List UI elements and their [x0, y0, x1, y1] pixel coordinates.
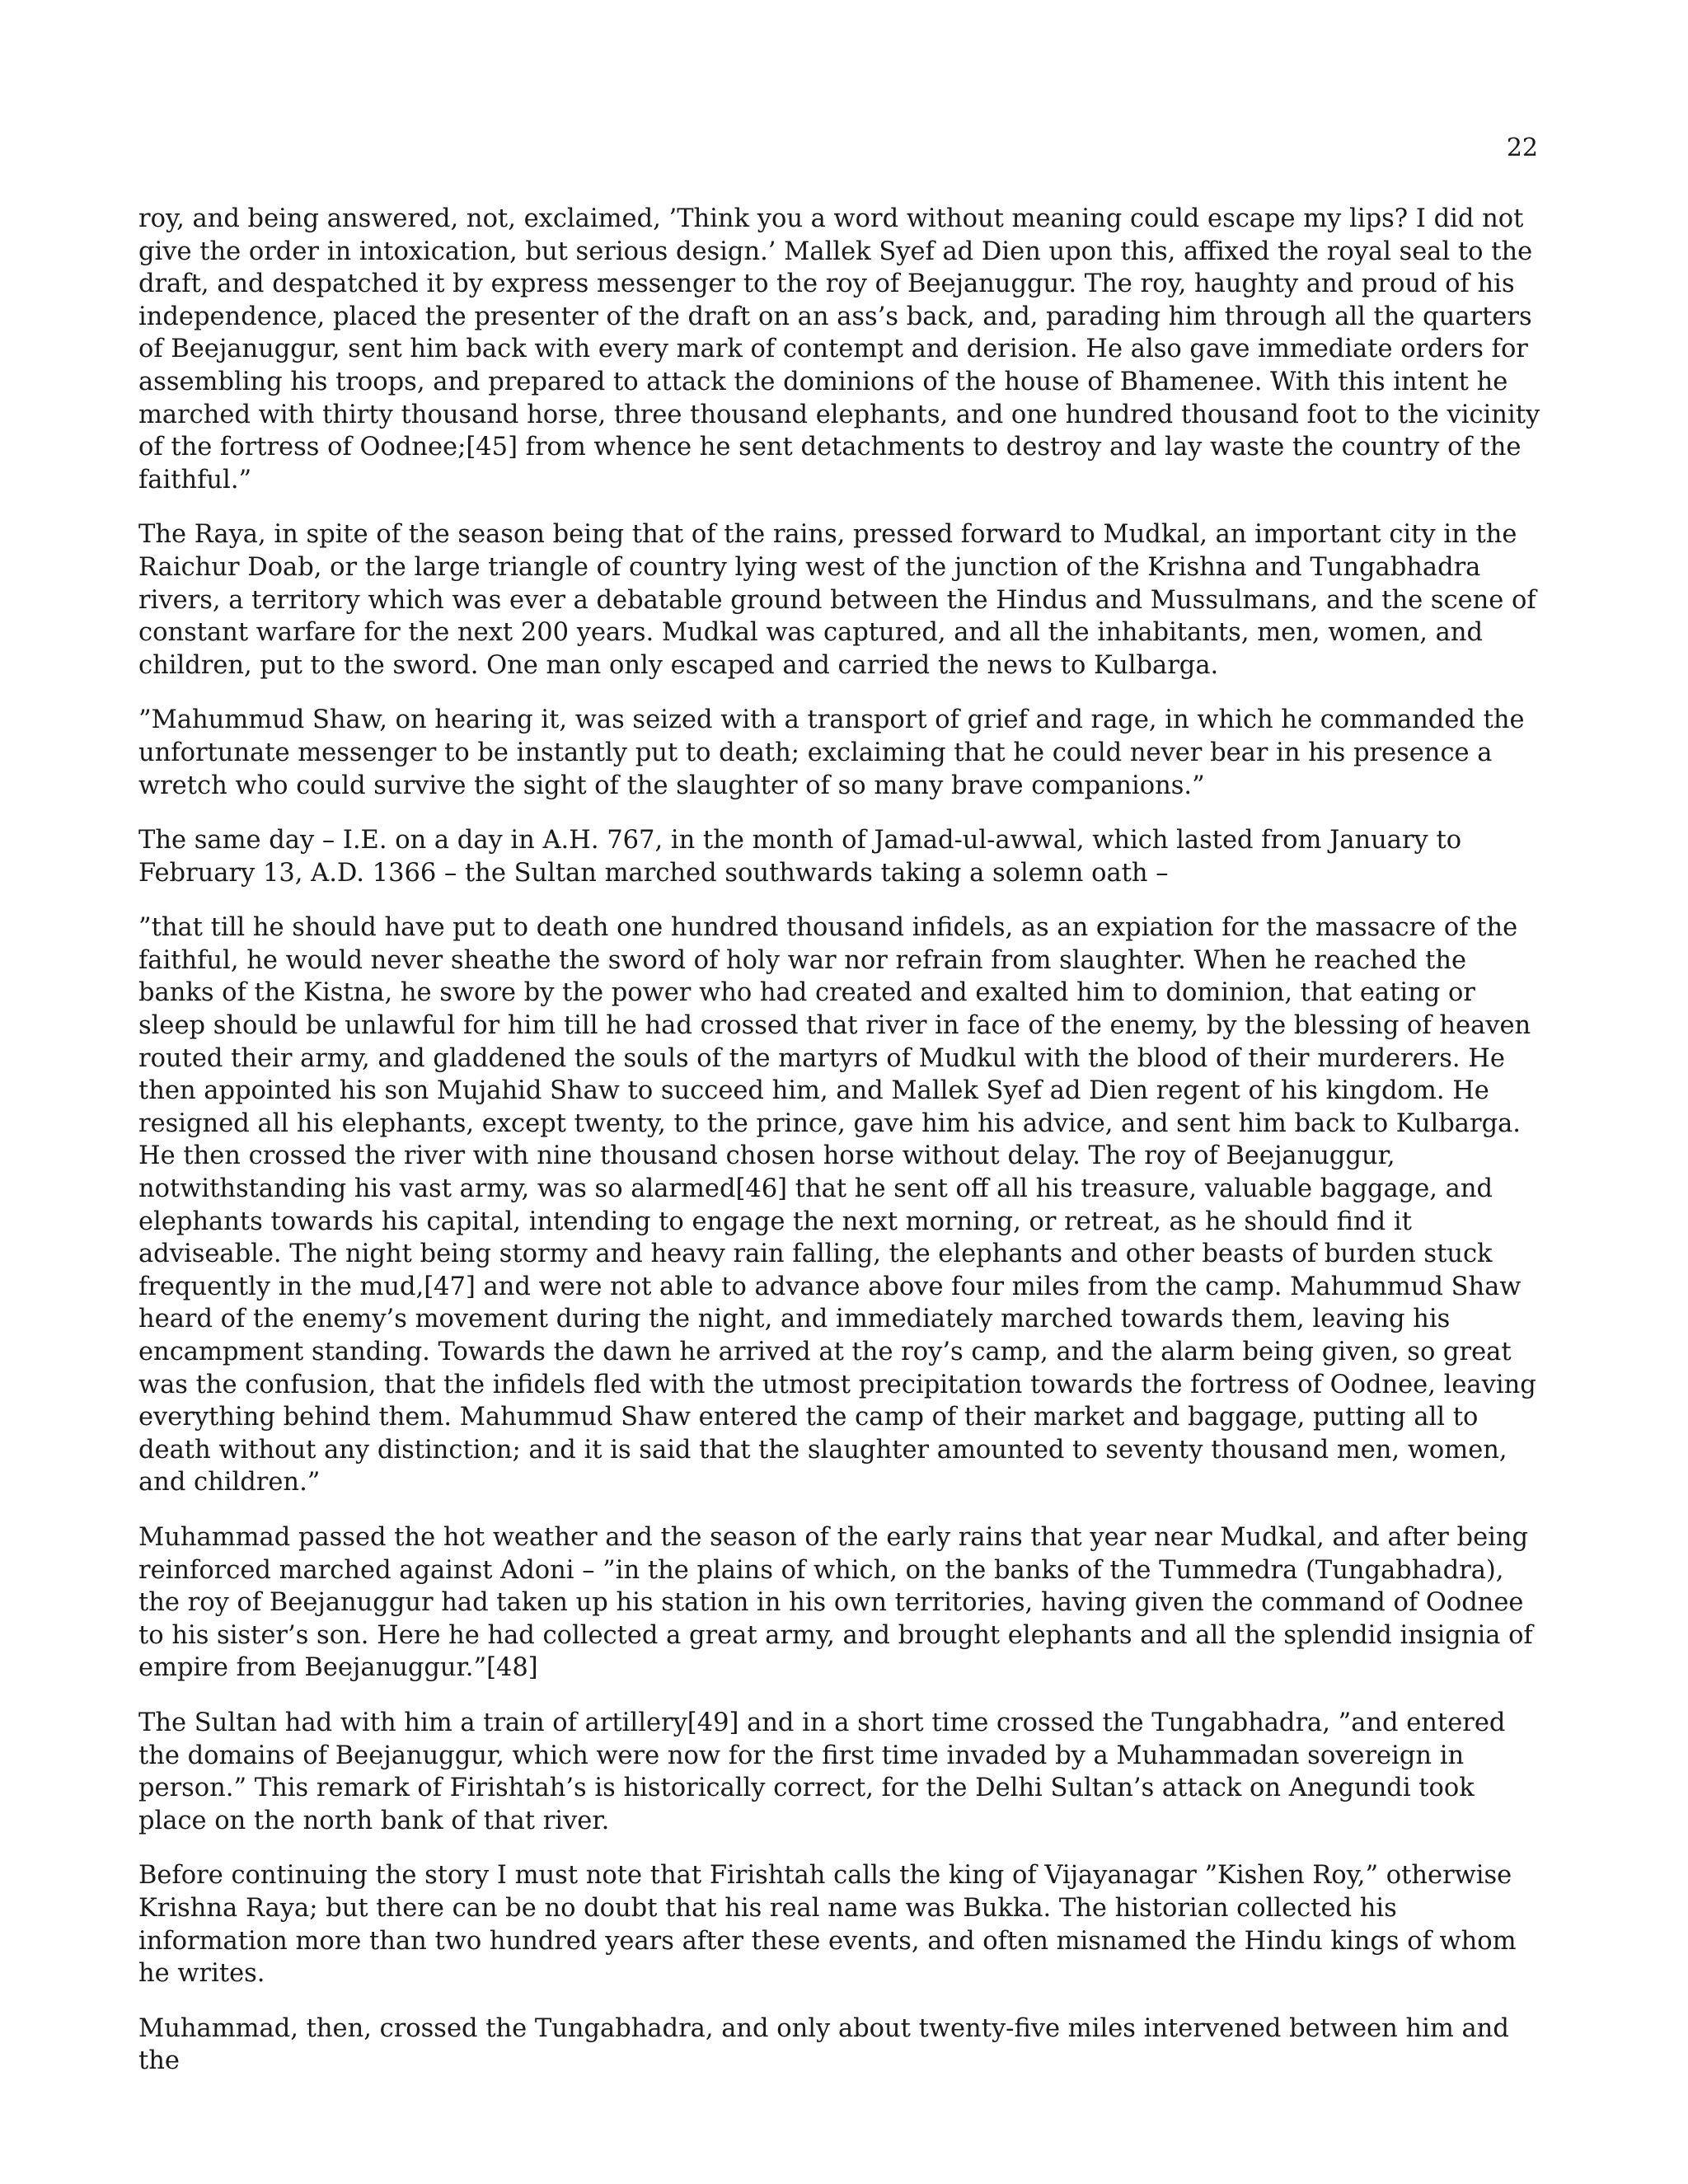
- paragraph-6: Muhammad passed the hot weather and the season of the early rains that year near Mudkal, and after being reinforced marched against Adoni – ”in the plains of which, on the banks of the Tummedra (Tungabhadra), the roy of Beejanuggur had taken up his station in his own territories, having given the command of Oodnee to his sister’s son. Here he had collected a great army, and brought elephants and all the splendid insignia of empire from Beejanuggur.”[48]: [138, 1522, 1533, 1683]
- paragraph-7: The Sultan had with him a train of artillery[49] and in a short time crossed the Tungabhadra, ”and entered the domains of Beejanuggur, which were now for the first time invaded by a Muhammadan sovereign in person.” This remark of Firishtah’s is historically correct, for the Delhi Sultan’s attack on Anegundi took place on the north bank of that river.: [138, 1708, 1506, 1835]
- paragraph-4: The same day – I.E. on a day in A.H. 767, in the month of Jamad-ul-awwal, which lasted from January to February 13, A.D. 1366 – the Sultan marched southwards taking a solemn oath –: [138, 826, 1462, 888]
- paragraph-1: roy, and being answered, not, exclaimed, ’Think you a word without meaning could escape my lips? I did not give the order in intoxication, but serious design.’ Mallek Syef ad Dien upon this, affixed the royal seal to the draft, and despatched it by express messenger to the roy of Beejanuggur. The roy, haughty and proud of his independence, placed the presenter of the draft on an ass’s back, and, parading him through all the quarters of Beejanuggur, sent him back with every mark of contempt and derision. He also gave immediate orders for assembling his troops, and prepared to attack the dominions of the house of Bhamenee. With this intent he marched with thirty thousand horse, three thousand elephants, and one hundred thousand foot to the vicinity of the fortress of Oodnee;[45] from whence he sent detachments to destroy and lay waste the country of the faithful.”: [138, 204, 1540, 494]
- page-number: 22: [1506, 134, 1538, 162]
- paragraph-9: Muhammad, then, crossed the Tungabhadra, and only about twenty-five miles intervened between him and the: [138, 2013, 1509, 2076]
- body-text: [138, 203, 1546, 2100]
- paragraph-8: Before continuing the story I must note that Firishtah calls the king of Vijayanagar ”Kishen Roy,” otherwise Krishna Raya; but there can be no doubt that his real name was Bukka. The historian collected his information more than two hundred years after these events, and often misnamed the Hindu kings of whom he writes.: [138, 1861, 1517, 1989]
- paragraph-3: ”Mahummud Shaw, on hearing it, was seized with a transport of grief and rage, in which he commanded the unfortunate messenger to be instantly put to death; exclaiming that he could never bear in his presence a wretch who could survive the sight of the slaughter of so many brave companions.”: [138, 705, 1525, 800]
- paragraph-5: ”that till he should have put to death one hundred thousand infidels, as an expiation for the massacre of the faithful, he would never sheathe the sword of holy war nor refrain from slaughter. When he reached the banks of the Kistna, he swore by the power who had created and exalted him to dominion, that eating or sleep should be unlawful for him till he had crossed that river in face of the enemy, by the blessing of heaven routed their army, and gladdened the souls of the martyrs of Mudkul with the blood of their murderers. He then appointed his son Mujahid Shaw to succeed him, and Mallek Syef ad Dien regent of his kingdom. He resigned all his elephants, except twenty, to the prince, gave him his advice, and sent him back to Kulbarga. He then crossed the river with nine thousand chosen horse without delay. The roy of Beejanuggur, notwithstanding his vast army, was so alarmed[46] that he sent off all his treasure, valuable baggage, and elephants towards his capital, intending to engage the next morning, or retreat, as he should find it adviseable. The night being stormy and heavy rain falling, the elephants and other beasts of burden stuck frequently in the mud,[47] and were not able to advance above four miles from the camp. Mahummud Shaw heard of the enemy’s movement during the night, and immediately marched towards them, leaving his encampment standing. Towards the dawn he arrived at the roy’s camp, and the alarm being given, so great was the confusion, that the infidels fled with the utmost precipitation towards the fortress of Oodnee, leaving everything behind them. Mahummud Shaw entered the camp of their market and baggage, putting all to death without any distinction; and it is said that the slaughter amounted to seventy thousand men, women, and children.”: [138, 913, 1536, 1497]
- paragraph-2: The Raya, in spite of the season being that of the rains, pressed forward to Mudkal, an important city in the Raichur Doab, or the large triangle of country lying west of the junction of the Krishna and Tungabhadra rivers, a territory which was ever a debatable ground between the Hindus and Mussulmans, and the scene of constant warfare for the next 200 years. Mudkal was captured, and all the inhabitants, men, women, and children, put to the sword. One man only escaped and carried the news to Kulbarga.: [138, 520, 1536, 680]
